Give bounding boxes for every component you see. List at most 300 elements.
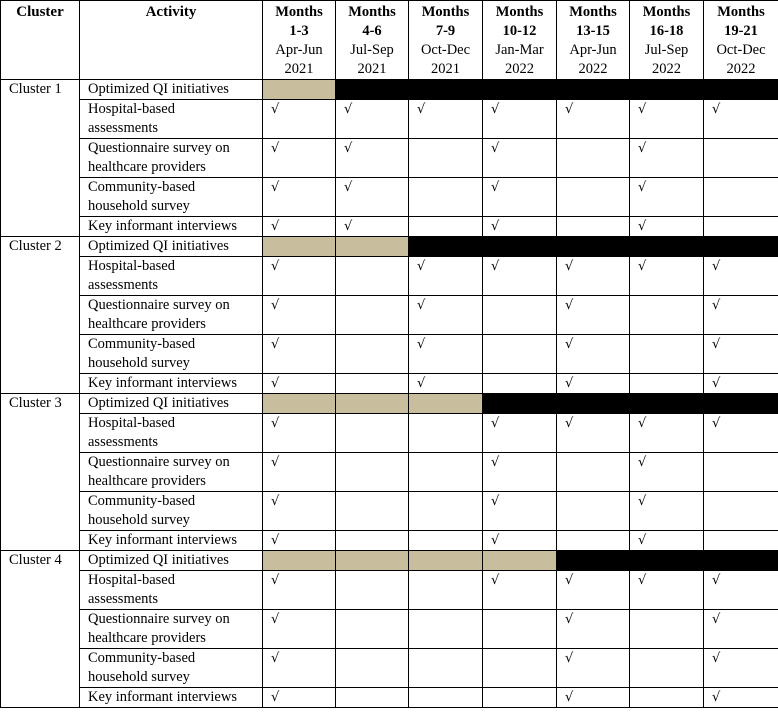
check-cell	[557, 610, 630, 649]
checkmark-icon: √	[491, 455, 500, 470]
qi-activity-label: Optimized QI initiatives	[80, 80, 263, 100]
checkmark-icon: √	[271, 690, 280, 705]
activity-label	[80, 335, 263, 374]
checkmark-icon: √	[712, 337, 721, 352]
activity-label-line: Questionnaire survey on	[88, 140, 230, 156]
check-cell	[263, 492, 336, 531]
empty-cell	[409, 217, 483, 237]
checkmark-icon: √	[491, 533, 500, 548]
check-cell	[704, 335, 778, 374]
month-column-header	[483, 1, 557, 80]
check-cell	[336, 139, 409, 178]
qi-phase-black-cell	[630, 551, 704, 571]
checkmark-icon: √	[712, 259, 721, 274]
month-header-range: 7-9	[435, 23, 456, 39]
empty-cell	[483, 649, 557, 688]
empty-cell	[704, 492, 778, 531]
check-cell	[336, 217, 409, 237]
checkmark-icon: √	[712, 690, 721, 705]
month-header-label: Months	[348, 4, 396, 20]
check-cell	[263, 571, 336, 610]
check-cell	[483, 257, 557, 296]
month-header-period: Oct-Dec	[716, 42, 766, 58]
activity-label-line: household survey	[88, 198, 190, 214]
check-cell	[704, 100, 778, 139]
check-cell	[704, 296, 778, 335]
check-cell	[483, 453, 557, 492]
checkmark-icon: √	[638, 219, 647, 234]
checkmark-icon: √	[271, 455, 280, 470]
empty-cell	[557, 139, 630, 178]
check-cell	[263, 531, 336, 551]
check-cell	[704, 688, 778, 708]
empty-cell	[704, 139, 778, 178]
month-header-range: 4-6	[362, 23, 382, 39]
qi-activity-label: Optimized QI initiatives	[80, 551, 263, 571]
check-cell	[557, 688, 630, 708]
activity-label	[80, 531, 263, 551]
checkmark-icon: √	[638, 141, 647, 156]
qi-phase-black-cell	[557, 394, 630, 414]
activity-row	[1, 688, 778, 708]
check-cell	[704, 610, 778, 649]
activity-row	[1, 414, 778, 453]
month-header-period: Oct-Dec	[420, 42, 471, 58]
month-header-year: 2022	[726, 61, 756, 77]
check-cell	[557, 296, 630, 335]
empty-cell	[336, 492, 409, 531]
month-header-label: Months	[642, 4, 691, 20]
activity-column-header: Activity	[80, 1, 263, 80]
empty-cell	[409, 531, 483, 551]
qi-row	[1, 394, 778, 414]
check-cell	[483, 100, 557, 139]
checkmark-icon: √	[638, 102, 647, 117]
activity-row	[1, 374, 778, 394]
activity-label	[80, 414, 263, 453]
check-cell	[483, 178, 557, 217]
month-column-header	[263, 1, 336, 80]
checkmark-icon: √	[417, 259, 426, 274]
qi-row	[1, 551, 778, 571]
check-cell	[704, 414, 778, 453]
activity-label-line: Key informant interviews	[88, 532, 237, 548]
activity-label	[80, 100, 263, 139]
checkmark-icon: √	[271, 219, 280, 234]
qi-phase-black-cell	[336, 80, 409, 100]
qi-phase-tan-cell	[483, 551, 557, 571]
empty-cell	[483, 335, 557, 374]
qi-phase-black-cell	[630, 237, 704, 257]
cluster-column-header: Cluster	[1, 1, 80, 80]
table-header	[1, 1, 778, 80]
activity-row	[1, 649, 778, 688]
activity-label-line: Questionnaire survey on	[88, 297, 230, 313]
month-header-range: 16-18	[649, 23, 684, 39]
checkmark-icon: √	[638, 573, 647, 588]
check-cell	[704, 257, 778, 296]
empty-cell	[336, 414, 409, 453]
qi-phase-tan-cell	[263, 394, 336, 414]
month-column-header	[704, 1, 778, 80]
cluster-name: Cluster 1	[1, 80, 80, 237]
checkmark-icon: √	[417, 298, 426, 313]
check-cell	[336, 100, 409, 139]
month-header-year: 2022	[505, 61, 534, 77]
month-header-period: Jul-Sep	[644, 42, 689, 58]
activity-label-line: healthcare providers	[88, 630, 206, 646]
empty-cell	[336, 649, 409, 688]
month-header-range: 19-21	[724, 23, 758, 39]
checkmark-icon: √	[491, 219, 500, 234]
activity-label	[80, 610, 263, 649]
qi-phase-tan-cell	[409, 394, 483, 414]
checkmark-icon: √	[271, 494, 280, 509]
checkmark-icon: √	[271, 180, 280, 195]
activity-label-line: healthcare providers	[88, 473, 206, 489]
activity-label	[80, 571, 263, 610]
checkmark-icon: √	[565, 102, 574, 117]
check-cell	[557, 414, 630, 453]
checkmark-icon: √	[638, 494, 647, 509]
checkmark-icon: √	[712, 612, 721, 627]
qi-phase-black-cell	[557, 80, 630, 100]
checkmark-icon: √	[491, 102, 500, 117]
activity-label	[80, 139, 263, 178]
qi-phase-black-cell	[704, 394, 778, 414]
activity-row	[1, 296, 778, 335]
activity-label-line: Community-based	[88, 650, 196, 666]
activity-label-line: Hospital-based	[88, 258, 175, 274]
check-cell	[630, 217, 704, 237]
activity-label	[80, 178, 263, 217]
activity-row	[1, 610, 778, 649]
check-cell	[409, 374, 483, 394]
checkmark-icon: √	[638, 259, 647, 274]
check-cell	[557, 257, 630, 296]
empty-cell	[630, 649, 704, 688]
activity-label-line: Key informant interviews	[88, 218, 237, 234]
empty-cell	[630, 335, 704, 374]
check-cell	[630, 492, 704, 531]
checkmark-icon: √	[417, 337, 426, 352]
month-header-period: Jan-Mar	[495, 42, 544, 58]
qi-phase-black-cell	[409, 237, 483, 257]
checkmark-icon: √	[271, 416, 280, 431]
qi-phase-tan-cell	[336, 394, 409, 414]
activity-label-line: healthcare providers	[88, 159, 206, 175]
checkmark-icon: √	[712, 416, 721, 431]
check-cell	[630, 571, 704, 610]
empty-cell	[336, 531, 409, 551]
month-header-label: Months	[421, 4, 470, 20]
activity-label-line: Hospital-based	[88, 572, 175, 588]
activity-row	[1, 257, 778, 296]
checkmark-icon: √	[271, 141, 280, 156]
empty-cell	[336, 610, 409, 649]
qi-phase-black-cell	[557, 237, 630, 257]
qi-phase-tan-cell	[263, 551, 336, 571]
check-cell	[483, 217, 557, 237]
empty-cell	[409, 414, 483, 453]
month-header-range: 13-15	[576, 23, 610, 39]
month-header-year: 2022	[578, 61, 608, 77]
qi-phase-black-cell	[483, 394, 557, 414]
activity-row	[1, 492, 778, 531]
month-header-year: 2021	[284, 61, 314, 77]
qi-row	[1, 80, 778, 100]
check-cell	[704, 649, 778, 688]
qi-phase-black-cell	[704, 237, 778, 257]
activity-label	[80, 257, 263, 296]
check-cell	[483, 492, 557, 531]
check-cell	[483, 531, 557, 551]
checkmark-icon: √	[491, 259, 500, 274]
check-cell	[409, 296, 483, 335]
check-cell	[630, 453, 704, 492]
empty-cell	[336, 296, 409, 335]
month-column-header	[557, 1, 630, 80]
month-header-label: Months	[717, 4, 765, 20]
table-body	[1, 80, 778, 708]
month-column-header	[409, 1, 483, 80]
check-cell	[704, 571, 778, 610]
header-row	[1, 1, 778, 80]
activity-row	[1, 178, 778, 217]
checkmark-icon: √	[565, 337, 574, 352]
checkmark-icon: √	[417, 376, 426, 391]
check-cell	[263, 374, 336, 394]
empty-cell	[336, 571, 409, 610]
activity-label-line: assessments	[88, 591, 159, 607]
checkmark-icon: √	[565, 259, 574, 274]
month-header-label: Months	[495, 4, 544, 20]
empty-cell	[557, 453, 630, 492]
month-header-range: 10-12	[502, 23, 537, 39]
checkmark-icon: √	[565, 298, 574, 313]
checkmark-icon: √	[565, 612, 574, 627]
activity-label	[80, 217, 263, 237]
check-cell	[409, 257, 483, 296]
activity-label-line: Key informant interviews	[88, 689, 237, 705]
checkmark-icon: √	[344, 141, 353, 156]
check-cell	[263, 178, 336, 217]
check-cell	[630, 139, 704, 178]
activity-label-line: assessments	[88, 277, 159, 293]
check-cell	[483, 139, 557, 178]
activity-label-line: Community-based	[88, 336, 196, 352]
check-cell	[630, 178, 704, 217]
qi-activity-label: Optimized QI initiatives	[80, 237, 263, 257]
empty-cell	[557, 531, 630, 551]
activity-label	[80, 453, 263, 492]
empty-cell	[483, 688, 557, 708]
cluster-name: Cluster 4	[1, 551, 80, 708]
check-cell	[630, 414, 704, 453]
activity-label-line: Questionnaire survey on	[88, 611, 230, 627]
empty-cell	[409, 688, 483, 708]
check-cell	[263, 139, 336, 178]
empty-cell	[630, 688, 704, 708]
checkmark-icon: √	[344, 219, 353, 234]
qi-activity-label: Optimized QI initiatives	[80, 394, 263, 414]
empty-cell	[630, 374, 704, 394]
qi-phase-black-cell	[483, 237, 557, 257]
qi-phase-black-cell	[704, 551, 778, 571]
month-header-period: Apr-Jun	[569, 42, 617, 58]
checkmark-icon: √	[491, 494, 500, 509]
check-cell	[263, 335, 336, 374]
qi-phase-tan-cell	[409, 551, 483, 571]
checkmark-icon: √	[271, 651, 280, 666]
month-header-label: Months	[569, 4, 617, 20]
checkmark-icon: √	[565, 416, 574, 431]
checkmark-icon: √	[271, 259, 280, 274]
empty-cell	[483, 374, 557, 394]
check-cell	[336, 178, 409, 217]
activity-row	[1, 531, 778, 551]
month-header-label: Months	[275, 4, 323, 20]
empty-cell	[409, 649, 483, 688]
qi-phase-black-cell	[483, 80, 557, 100]
empty-cell	[409, 139, 483, 178]
check-cell	[557, 335, 630, 374]
month-header-year: 2021	[431, 61, 460, 77]
qi-phase-black-cell	[630, 394, 704, 414]
empty-cell	[409, 571, 483, 610]
activity-label-line: Hospital-based	[88, 415, 175, 431]
check-cell	[409, 100, 483, 139]
activity-label-line: healthcare providers	[88, 316, 206, 332]
empty-cell	[704, 531, 778, 551]
checkmark-icon: √	[638, 455, 647, 470]
checkmark-icon: √	[271, 102, 280, 117]
month-header-range: 1-3	[289, 23, 309, 39]
activity-label-line: household survey	[88, 512, 190, 528]
check-cell	[483, 571, 557, 610]
checkmark-icon: √	[565, 376, 574, 391]
month-header-period: Jul-Sep	[350, 42, 394, 58]
activity-label-line: Key informant interviews	[88, 375, 237, 391]
checkmark-icon: √	[271, 573, 280, 588]
checkmark-icon: √	[638, 180, 647, 195]
checkmark-icon: √	[491, 141, 500, 156]
qi-phase-tan-cell	[336, 551, 409, 571]
qi-phase-black-cell	[557, 551, 630, 571]
month-header-year: 2021	[357, 61, 387, 77]
check-cell	[557, 571, 630, 610]
empty-cell	[704, 453, 778, 492]
qi-phase-tan-cell	[263, 237, 336, 257]
checkmark-icon: √	[344, 180, 353, 195]
check-cell	[263, 414, 336, 453]
month-column-header	[336, 1, 409, 80]
check-cell	[409, 335, 483, 374]
activity-row	[1, 571, 778, 610]
activity-label-line: assessments	[88, 120, 159, 136]
month-header-period: Apr-Jun	[275, 42, 323, 58]
activity-row	[1, 335, 778, 374]
month-header-year: 2022	[652, 61, 681, 77]
empty-cell	[336, 257, 409, 296]
empty-cell	[557, 178, 630, 217]
qi-row	[1, 237, 778, 257]
check-cell	[704, 374, 778, 394]
qi-phase-black-cell	[409, 80, 483, 100]
check-cell	[263, 217, 336, 237]
empty-cell	[704, 217, 778, 237]
qi-phase-black-cell	[704, 80, 778, 100]
checkmark-icon: √	[565, 651, 574, 666]
cluster-name: Cluster 3	[1, 394, 80, 551]
empty-cell	[483, 610, 557, 649]
checkmark-icon: √	[712, 376, 721, 391]
activity-row	[1, 217, 778, 237]
checkmark-icon: √	[491, 573, 500, 588]
qi-phase-tan-cell	[263, 80, 336, 100]
check-cell	[263, 610, 336, 649]
empty-cell	[557, 492, 630, 531]
check-cell	[263, 453, 336, 492]
activity-label	[80, 374, 263, 394]
checkmark-icon: √	[565, 690, 574, 705]
empty-cell	[483, 296, 557, 335]
checkmark-icon: √	[271, 533, 280, 548]
check-cell	[557, 649, 630, 688]
check-cell	[263, 257, 336, 296]
activity-row	[1, 453, 778, 492]
month-column-header	[630, 1, 704, 80]
empty-cell	[557, 217, 630, 237]
activity-label	[80, 649, 263, 688]
activity-label	[80, 296, 263, 335]
checkmark-icon: √	[638, 533, 647, 548]
checkmark-icon: √	[712, 102, 721, 117]
checkmark-icon: √	[712, 298, 721, 313]
empty-cell	[409, 610, 483, 649]
empty-cell	[409, 453, 483, 492]
check-cell	[630, 100, 704, 139]
checkmark-icon: √	[565, 573, 574, 588]
empty-cell	[336, 453, 409, 492]
check-cell	[557, 374, 630, 394]
checkmark-icon: √	[712, 651, 721, 666]
checkmark-icon: √	[344, 102, 353, 117]
empty-cell	[704, 178, 778, 217]
empty-cell	[630, 296, 704, 335]
checkmark-icon: √	[271, 612, 280, 627]
activity-label-line: assessments	[88, 434, 159, 450]
check-cell	[263, 100, 336, 139]
checkmark-icon: √	[491, 416, 500, 431]
check-cell	[557, 100, 630, 139]
activity-row	[1, 139, 778, 178]
empty-cell	[336, 688, 409, 708]
check-cell	[263, 688, 336, 708]
empty-cell	[336, 335, 409, 374]
checkmark-icon: √	[271, 337, 280, 352]
checkmark-icon: √	[271, 376, 280, 391]
empty-cell	[630, 610, 704, 649]
activity-label-line: household survey	[88, 669, 190, 685]
qi-phase-black-cell	[630, 80, 704, 100]
activity-label-line: household survey	[88, 355, 190, 371]
checkmark-icon: √	[271, 298, 280, 313]
activity-label-line: Hospital-based	[88, 101, 175, 117]
checkmark-icon: √	[491, 180, 500, 195]
empty-cell	[409, 492, 483, 531]
check-cell	[630, 531, 704, 551]
